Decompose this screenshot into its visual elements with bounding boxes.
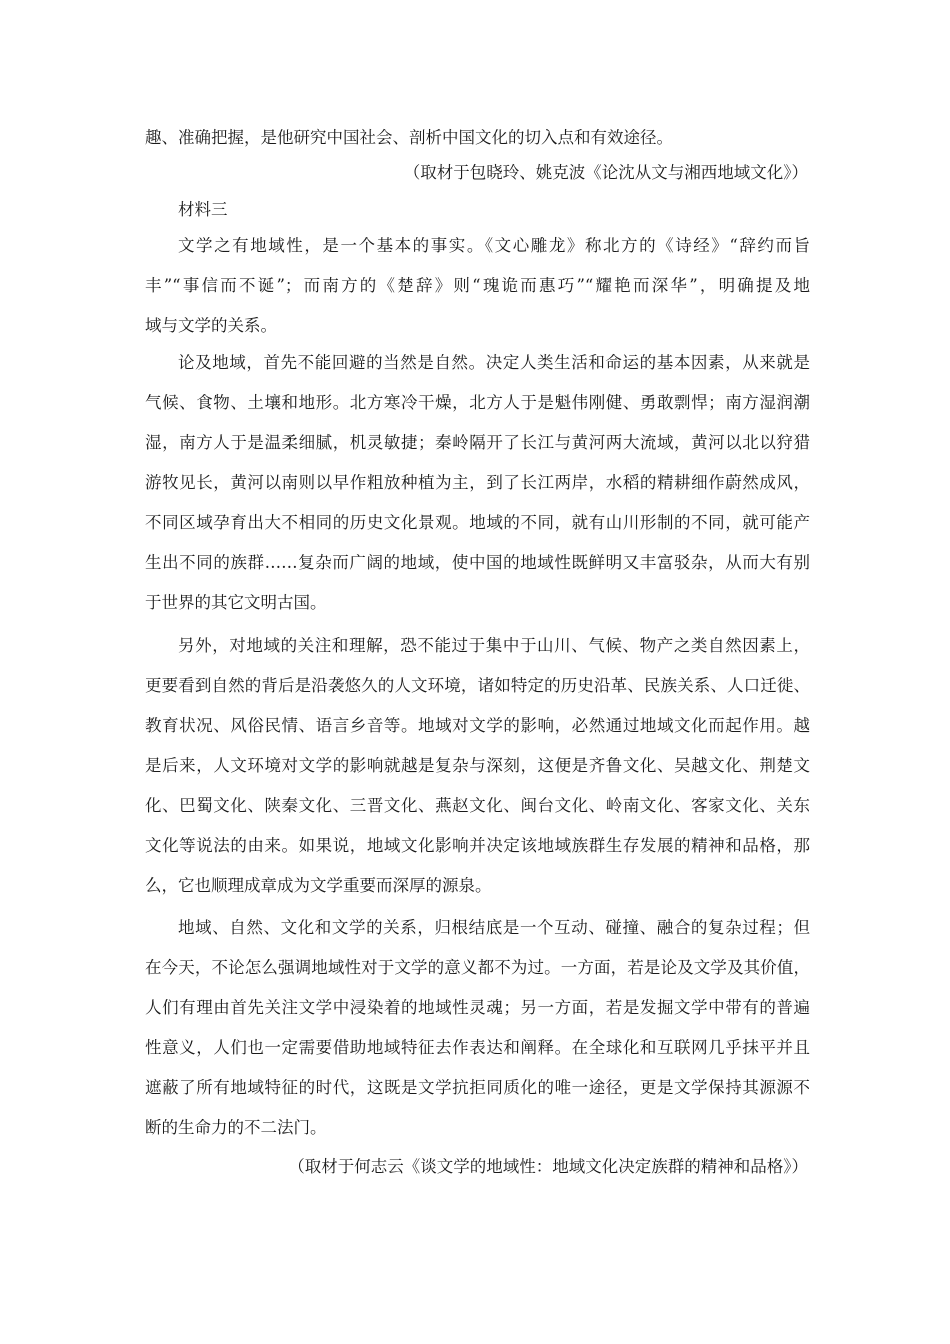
paragraph-line: 化、巴蜀文化、陕秦文化、三晋文化、燕赵文化、闽台文化、岭南文化、客家文化、关东 <box>145 796 810 815</box>
paragraph-line: 不同区域孕育出大不相同的历史文化景观。地域的不同，就有山川形制的不同，就可能产 <box>145 513 810 532</box>
paragraph-line: 更要看到自然的背后是沿袭悠久的人文环境，诸如特定的历史沿革、民族关系、人口迁徙、 <box>145 676 810 695</box>
paragraph-line: 性意义，人们也一定需要借助地域特征去作表达和阐释。在全球化和互联网几乎抹平并且 <box>145 1038 810 1057</box>
paragraph-line: 另外，对地域的关注和理解，恐不能过于集中于山川、气候、物产之类自然因素上， <box>178 636 810 655</box>
paragraph-line: 气候、食物、土壤和地形。北方寒冷干燥，北方人于是魁伟刚健、勇敢剽悍；南方湿润潮 <box>145 393 810 412</box>
source-citation-2: （取材于何志云《谈文学的地域性：地域文化决定族群的精神和品格》） <box>288 1157 808 1176</box>
paragraph-line: 湿，南方人于是温柔细腻，机灵敏捷；秦岭隔开了长江与黄河两大流域，黄河以北以狩猎 <box>145 433 810 452</box>
paragraph-line: 在今天，不论怎么强调地域性对于文学的意义都不为过。一方面，若是论及文学及其价值， <box>145 958 810 977</box>
source-citation-1: （取材于包晓玲、姚克波《论沈从文与湘西地域文化》） <box>403 163 808 182</box>
paragraph-line: 地域、自然、文化和文学的关系，归根结底是一个互动、碰撞、融合的复杂过程；但 <box>178 918 810 937</box>
paragraph-line: 丰”“事信而不诞”；而南方的《楚辞》则“瑰诡而惠巧”“耀艳而深华”，明确提及地 <box>145 276 810 295</box>
paragraph-line: 游牧见长，黄河以南则以早作粗放种植为主，到了长江两岸，水稻的精耕细作蔚然成风， <box>145 473 810 492</box>
paragraph-line: 教育状况、风俗民情、语言乡音等。地域对文学的影响，必然通过地域文化而起作用。越 <box>145 716 810 735</box>
intro-line: 趣、准确把握，是他研究中国社会、剖析中国文化的切入点和有效途径。 <box>145 128 673 147</box>
paragraph-line: 文学之有地域性，是一个基本的事实。《文心雕龙》称北方的《诗经》“辞约而旨 <box>178 236 810 255</box>
paragraph-line: 论及地域，首先不能回避的当然是自然。决定人类生活和命运的基本因素，从来就是 <box>178 353 810 372</box>
paragraph-line: 于世界的其它文明古国。 <box>145 593 327 612</box>
paragraph-line: 是后来，人文环境对文学的影响就越是复杂与深刻，这便是齐鲁文化、吴越文化、荆楚文 <box>145 756 810 775</box>
paragraph-line: 文化等说法的由来。如果说，地域文化影响并决定该地域族群生存发展的精神和品格，那 <box>145 836 810 855</box>
section-heading-material-3: 材料三 <box>178 200 228 219</box>
paragraph-line: 域与文学的关系。 <box>145 316 277 335</box>
paragraph-line: 人们有理由首先关注文学中浸染着的地域性灵魂；另一方面，若是发掘文学中带有的普遍 <box>145 998 810 1017</box>
paragraph-line: 生出不同的族群……复杂而广阔的地域，使中国的地域性既鲜明又丰富驳杂，从而大有别 <box>145 553 810 572</box>
paragraph-line: 遮蔽了所有地域特征的时代，这既是文学抗拒同质化的唯一途径，更是文学保持其源源不 <box>145 1078 810 1097</box>
paragraph-line: 断的生命力的不二法门。 <box>145 1118 327 1137</box>
paragraph-line: 么，它也顺理成章成为文学重要而深厚的源泉。 <box>145 876 492 895</box>
